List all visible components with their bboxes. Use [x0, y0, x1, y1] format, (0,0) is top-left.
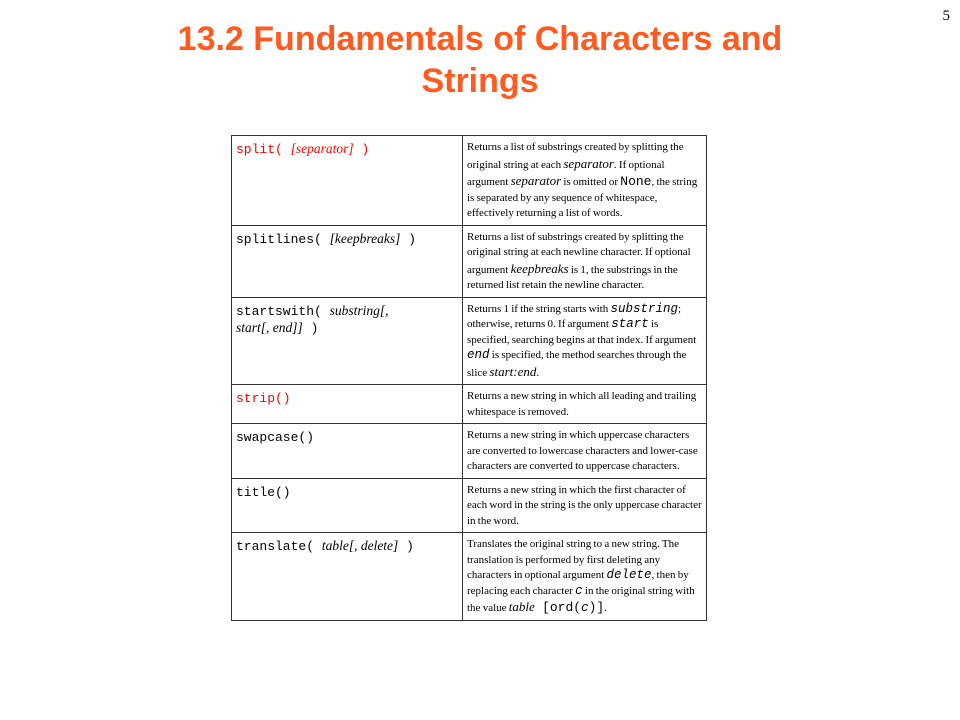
table-row: [232, 385, 707, 424]
method-description: Returns a new string in which uppercase characters are converted to lowercase characters and lower-case characters are converted to uppercase characters.: [463, 424, 707, 479]
method-description: Translates the original string to a new string. The translation is performed by first deleting any characters in optional argument delete, then by replacing each character c in the original string with the value table [ord(c)].: [463, 533, 707, 621]
method-description: Returns a list of substrings created by splitting the original string at each separator. If optional argument separator is omitted or None, the string is separated by any sequence of whitespace, effectively returning a list of words.: [463, 136, 707, 226]
slide-title-line-1: 13.2 Fundamentals of Characters and: [177, 20, 783, 58]
method-signature-cell: [232, 136, 463, 226]
method-signature: translate( table[, delete] ): [236, 538, 414, 554]
string-methods-table: [231, 135, 707, 621]
method-signature: title(): [236, 484, 291, 500]
method-signature-cell: [232, 385, 463, 424]
method-description: Returns a new string in which the first character of each word in the string is the only uppercase character in the word.: [463, 478, 707, 533]
method-signature-cell: [232, 297, 463, 385]
page-number: 5: [942, 8, 950, 24]
method-signature: startswith( substring[, start[, end]] ): [236, 302, 389, 336]
table-row: [232, 478, 707, 533]
table-row: [232, 533, 707, 621]
table-row: [232, 297, 707, 385]
method-signature: swapcase(): [236, 430, 315, 445]
table-row: [232, 136, 707, 226]
method-signature: strip(): [236, 391, 291, 406]
table-row: [232, 424, 707, 479]
method-description: Returns a list of substrings created by splitting the original string at each newline character. If optional argument keepbreaks is 1, the substrings in the returned list retain the newline character.: [463, 225, 707, 297]
method-signature: split( [separator] ): [236, 141, 370, 157]
method-signature-cell: [232, 424, 463, 479]
table-row: [232, 225, 707, 297]
slide-title-line-2: Strings: [421, 62, 539, 100]
method-signature-cell: [232, 478, 463, 533]
method-signature-cell: [232, 225, 463, 297]
method-signature: splitlines( [keepbreaks] ): [236, 230, 416, 247]
method-description: Returns 1 if the string starts with substring; otherwise, returns 0. If argument start is specified, searching begins at that index. If argument end is specified, the method searches through the slice start:end.: [463, 297, 707, 385]
method-signature-cell: [232, 533, 463, 621]
slide-title: [0, 18, 960, 102]
method-description: Returns a new string in which all leading and trailing whitespace is removed.: [463, 385, 707, 424]
